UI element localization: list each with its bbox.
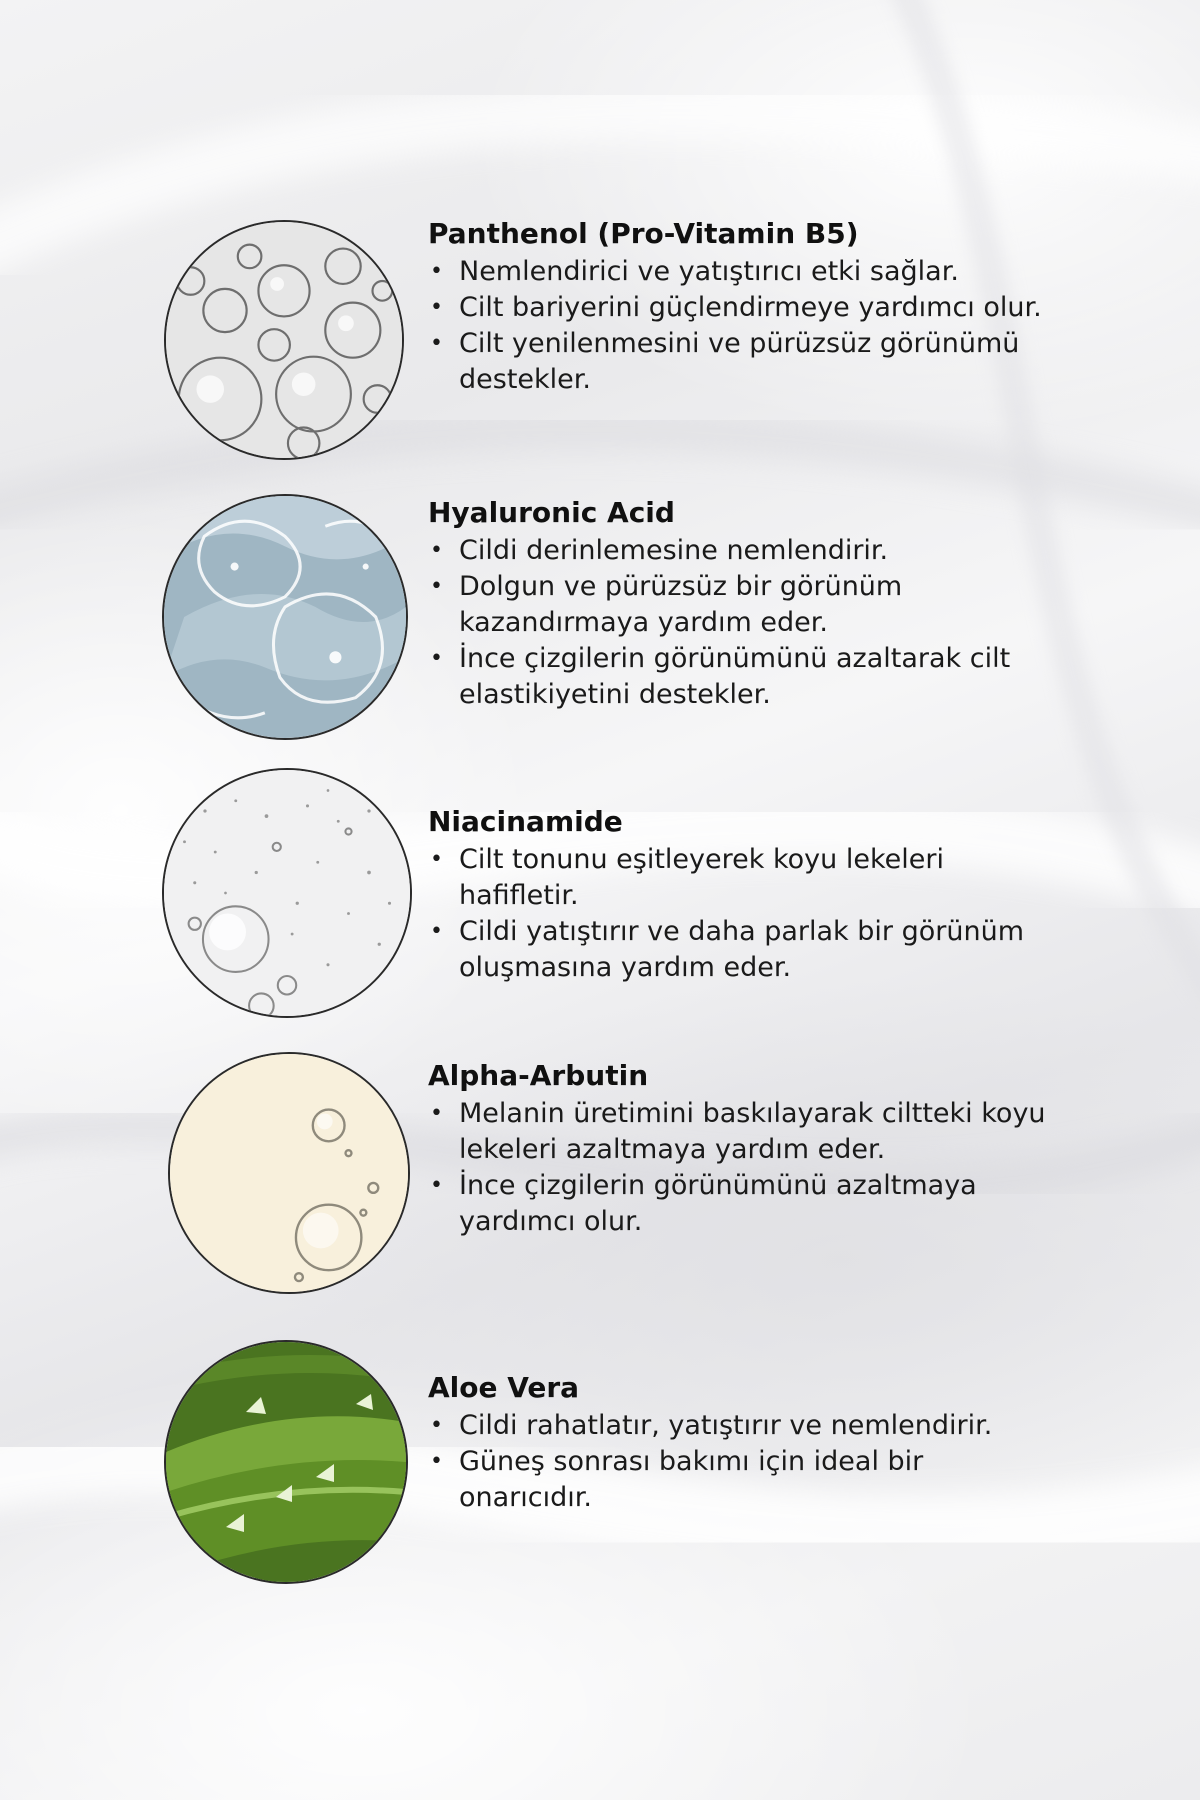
benefit-item: • Cilt bariyerini güçlendirmeye yardımcı olur. bbox=[428, 290, 1048, 326]
benefit-item: • Güneş sonrası bakımı için ideal bir onarıcıdır. bbox=[428, 1444, 1048, 1516]
ingredient-title: Aloe Vera bbox=[428, 1371, 580, 1404]
benefit-item: • Cildi rahatlatır, yatıştırır ve nemlendirir. bbox=[428, 1408, 1048, 1444]
benefit-list bbox=[428, 254, 1048, 398]
benefit-item: • Melanin üretimini baskılayarak ciltteki koyu lekeleri azaltmaya yardım eder. bbox=[428, 1096, 1048, 1168]
benefit-list bbox=[428, 842, 1048, 986]
benefit-list bbox=[428, 533, 1048, 713]
ingredient-title: Panthenol (Pro-Vitamin B5) bbox=[428, 217, 859, 250]
benefit-item: • İnce çizgilerin görünümünü azaltmaya yardımcı olur. bbox=[428, 1168, 1048, 1240]
ingredient-title: Hyaluronic Acid bbox=[428, 496, 675, 529]
benefit-item: • Cildi derinlemesine nemlendirir. bbox=[428, 533, 1048, 569]
benefit-list bbox=[428, 1096, 1048, 1240]
benefit-list bbox=[428, 1408, 1048, 1516]
benefit-item: • Cildi yatıştırır ve daha parlak bir görünüm oluşmasına yardım eder. bbox=[428, 914, 1048, 986]
benefit-item: • Dolgun ve pürüzsüz bir görünüm kazandırmaya yardım eder. bbox=[428, 569, 1048, 641]
bubbles-clear-icon bbox=[164, 220, 404, 460]
ingredient-title: Alpha-Arbutin bbox=[428, 1059, 649, 1092]
benefit-item: • Nemlendirici ve yatıştırıcı etki sağlar. bbox=[428, 254, 1048, 290]
ingredient-title: Niacinamide bbox=[428, 805, 623, 838]
aloe-leaf-icon bbox=[164, 1340, 408, 1584]
benefit-item: • Cilt tonunu eşitleyerek koyu lekeleri hafifletir. bbox=[428, 842, 1048, 914]
micro-bubbles-icon bbox=[162, 768, 412, 1018]
benefit-item: • İnce çizgilerin görünümünü azaltarak cilt elastikiyetini destekler. bbox=[428, 641, 1048, 713]
blue-gel-icon bbox=[162, 494, 408, 740]
cream-bubbles-icon bbox=[168, 1052, 410, 1294]
benefit-item: • Cilt yenilenmesini ve pürüzsüz görünümü destekler. bbox=[428, 326, 1048, 398]
